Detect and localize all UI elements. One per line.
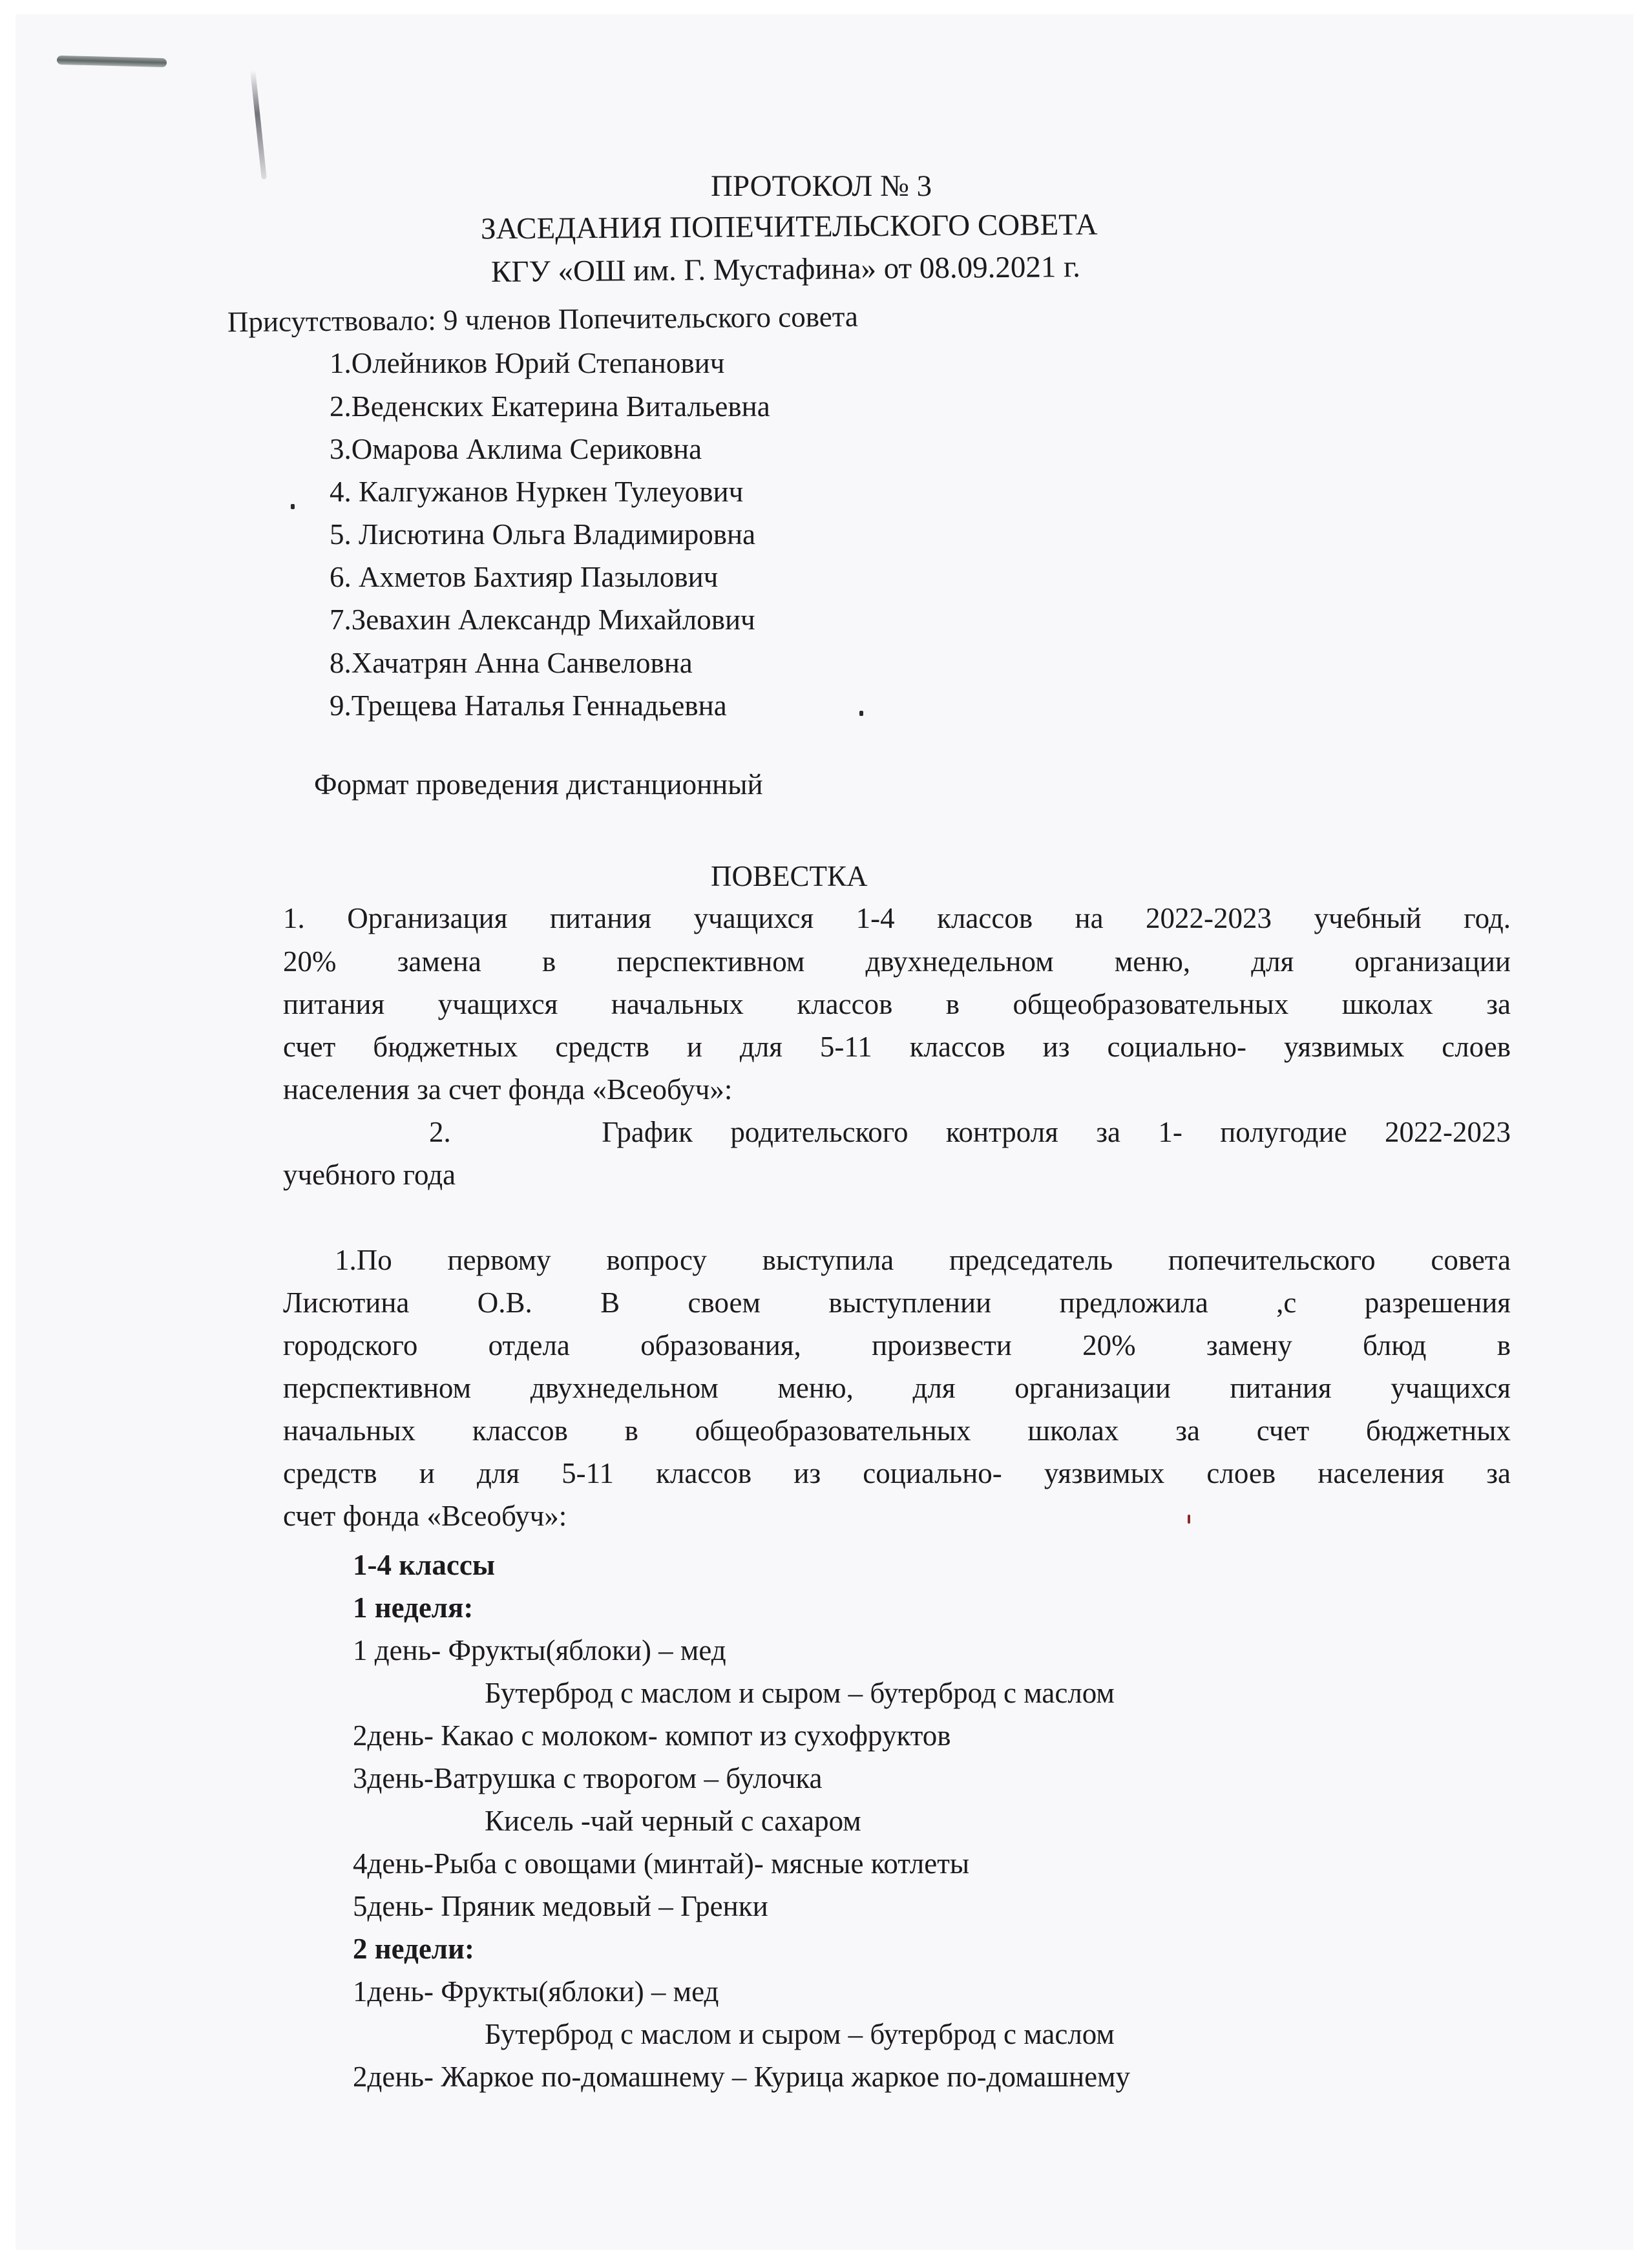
scan-streak <box>250 70 267 180</box>
discussion-line: Лисютина О.В. В своем выступлении предложила ,с разрешения <box>283 1286 1511 1319</box>
agenda-line: 2. График родительского контроля за 1- полугодие 2022-2023 <box>429 1116 1511 1148</box>
discussion-line: средств и для 5-11 классов из социально- уязвимых слоев населения за <box>283 1457 1511 1489</box>
agenda-line: счет бюджетных средств и для 5-11 классов из социально- уязвимых слоев <box>283 1031 1511 1063</box>
staple-mark <box>57 56 167 67</box>
member-item: 1.Олейников Юрий Степанович <box>330 347 725 379</box>
discussion-line: городского отдела образования, произвести 20% замену блюд в <box>283 1329 1511 1361</box>
menu-line: 2день- Жаркое по-домашнему – Курица жаркое по-домашнему <box>353 2061 1131 2093</box>
member-item: 4. Калгужанов Нуркен Тулеуович <box>330 476 744 508</box>
member-item: 2.Веденских Екатерина Витальевна <box>330 390 770 423</box>
scan-speck <box>291 504 295 509</box>
protocol-subtitle: ЗАСЕДАНИЯ ПОПЕЧИТЕЛЬСКОГО СОВЕТА <box>480 207 1098 246</box>
menu-line: 3день-Ватрушка с творогом – булочка <box>353 1762 823 1794</box>
agenda-heading: ПОВЕСТКА <box>711 860 868 892</box>
agenda-line: учебного года <box>283 1159 456 1191</box>
member-item: 5. Лисютина Ольга Владимировна <box>330 518 756 551</box>
menu-line: 1 день- Фрукты(яблоки) – мед <box>353 1634 726 1666</box>
menu-group-heading: 1-4 классы <box>353 1549 495 1581</box>
agenda-line: 1. Организация питания учащихся 1-4 классов на 2022-2023 учебный год. <box>283 902 1511 934</box>
discussion-line: 1.По первому вопросу выступила председатель попечительского совета <box>335 1244 1511 1276</box>
agenda-line: населения за счет фонда «Всеобуч»: <box>283 1073 733 1106</box>
menu-line: 5день- Пряник медовый – Гренки <box>353 1890 768 1922</box>
menu-line: Кисель -чай черный с сахаром <box>485 1805 861 1837</box>
scan-speck <box>1188 1515 1190 1524</box>
protocol-organization-date: КГУ «ОШ им. Г. Мустафина» от 08.09.2021 г. <box>490 250 1081 289</box>
attendance-intro: Присутствовало: 9 членов Попечительского совета <box>227 300 859 339</box>
discussion-line: начальных классов в общеобразовательных школах за счет бюджетных <box>283 1414 1511 1447</box>
protocol-title: ПРОТОКОЛ № 3 <box>711 169 932 203</box>
week2-heading: 2 недели: <box>353 1933 474 1965</box>
member-item: 6. Ахметов Бахтияр Пазылович <box>330 561 719 593</box>
week1-heading: 1 неделя: <box>353 1591 474 1624</box>
member-item: 7.Зевахин Александр Михайлович <box>330 604 755 636</box>
agenda-line: питания учащихся начальных классов в общеобразовательных школах за <box>283 988 1511 1020</box>
agenda-line: 20% замена в перспективном двухнедельном меню, для организации <box>283 945 1511 978</box>
menu-line: 1день- Фрукты(яблоки) – мед <box>353 1975 719 2008</box>
menu-line: Бутерброд с маслом и сыром – бутерброд с маслом <box>485 2018 1115 2050</box>
menu-line: 4день-Рыба с овощами (минтай)- мясные котлеты <box>353 1847 970 1880</box>
menu-line: Бутерброд с маслом и сыром – бутерброд с маслом <box>485 1677 1115 1709</box>
discussion-line: счет фонда «Всеобуч»: <box>283 1500 567 1532</box>
member-item: 8.Хачатрян Анна Санвеловна <box>330 647 693 679</box>
menu-line: 2день- Какао с молоком- компот из сухофруктов <box>353 1719 951 1752</box>
discussion-line: перспективном двухнедельном меню, для организации питания учащихся <box>283 1372 1511 1404</box>
scanned-document-page <box>16 14 1633 2250</box>
scan-speck <box>859 711 863 716</box>
member-item: 3.Омарова Аклима Сериковна <box>330 433 702 465</box>
meeting-format: Формат проведения дистанционный <box>314 768 763 801</box>
member-item: 9.Трещева Наталья Геннадьевна <box>330 689 727 722</box>
